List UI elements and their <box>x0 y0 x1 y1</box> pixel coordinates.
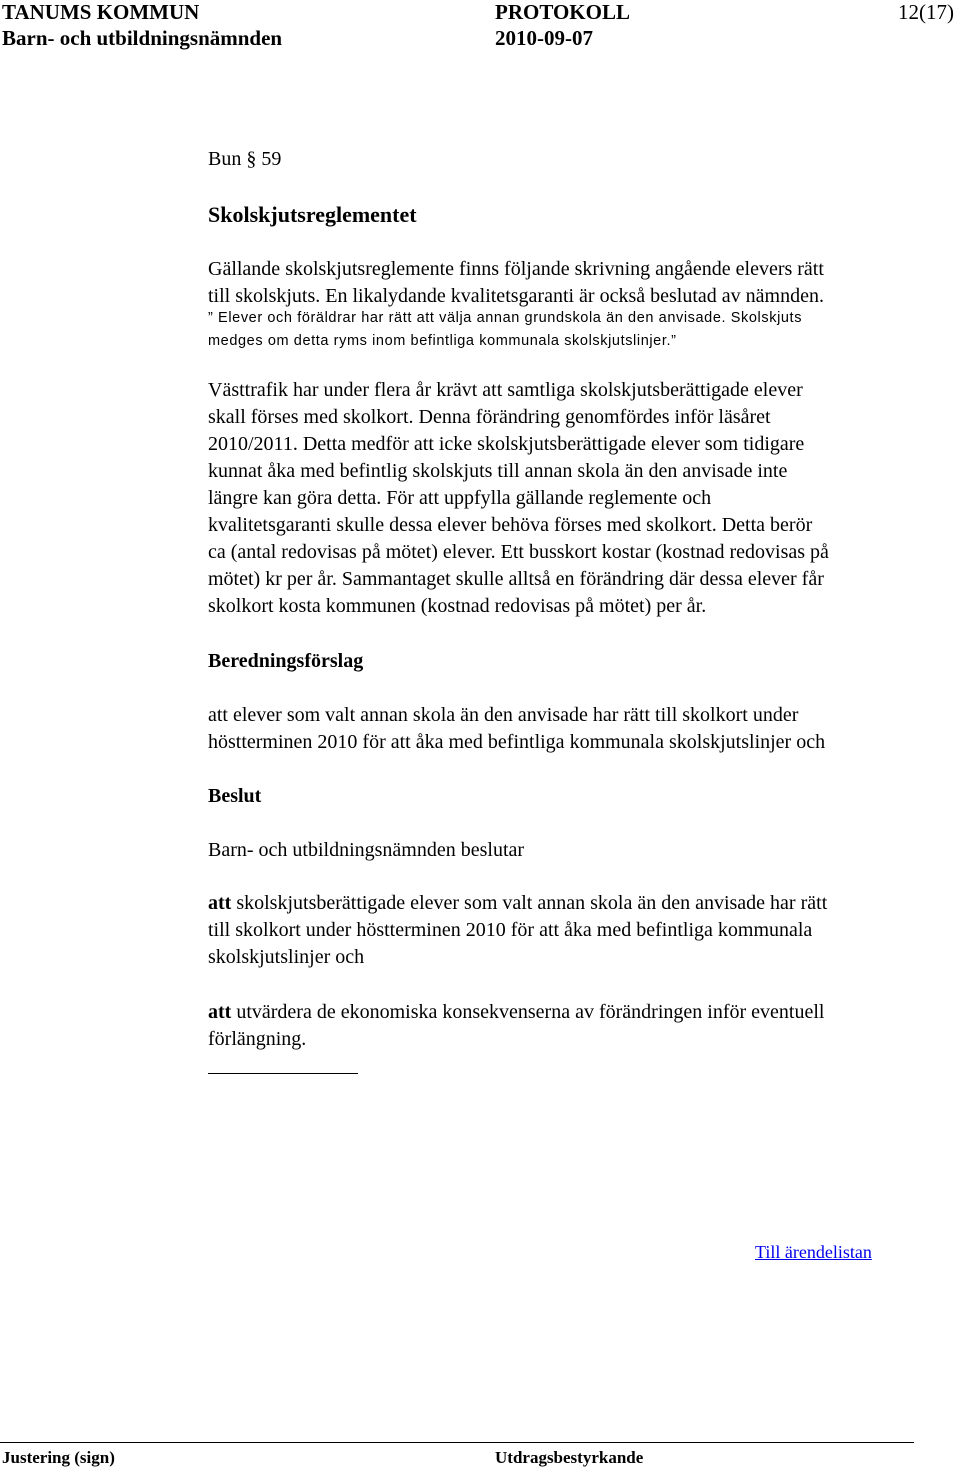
body-line-1: Västtrafik har under flera år krävt att samtliga skolskjutsberättigade elever <box>208 379 803 401</box>
body-line-7: ca (antal redovisas på mötet) elever. Ett busskort kostar (kostnad redovisas på <box>208 541 829 563</box>
proposal-heading: Beredningsförslag <box>208 650 364 672</box>
footer-justering: Justering (sign) <box>2 1448 115 1467</box>
header-committee: Barn- och utbildningsnämnden <box>2 26 283 50</box>
section-number: Bun § 59 <box>208 148 282 170</box>
decision-item-1-text: skolskjutsberättigade elever som valt annan skola än den anvisade har rätt <box>231 892 828 914</box>
decision-item-2-line-1 <box>208 999 824 1026</box>
decision-item-1-line-3: skolskjutslinjer och <box>208 946 365 968</box>
intro-quote-line-1: ” Elever och föräldrar har rätt att välja annan grundskola än den anvisade. Skolskjuts <box>208 310 803 326</box>
body-line-9: skolkort kosta kommunen (kostnad redovisas på mötet) per år. <box>208 595 707 617</box>
body-line-6: kvalitetsgaranti skulle dessa elever behöva förses med skolkort. Detta berör <box>208 514 813 536</box>
footer-utdragsbestyrkande: Utdragsbestyrkande <box>495 1448 644 1467</box>
section-title: Skolskjutsreglementet <box>208 202 417 227</box>
header-page-number: 12(17) <box>898 0 954 24</box>
decision-item-1-line-2: till skolkort under höstterminen 2010 för att åka med befintliga kommunala <box>208 919 813 941</box>
proposal-line-1: att elever som valt annan skola än den anvisade har rätt till skolkort under <box>208 704 799 726</box>
header-doc-type: PROTOKOLL <box>495 0 630 24</box>
decision-item-1-line-1 <box>208 890 827 917</box>
decision-intro: Barn- och utbildningsnämnden beslutar <box>208 839 525 861</box>
body-line-3: 2010/2011. Detta medför att icke skolskjutsberättigade elever som tidigare <box>208 433 805 455</box>
intro-line-2: till skolskjuts. En likalydande kvalitetsgaranti är också beslutad av nämnden. <box>208 285 824 307</box>
separator-rule <box>208 1073 358 1074</box>
body-line-5: längre kan göra detta. För att uppfylla gällande reglemente och <box>208 487 712 509</box>
header-date: 2010-09-07 <box>495 26 593 50</box>
body-line-4: kunnat åka med befintlig skolskjuts till annan skola än den anvisade inte <box>208 460 788 482</box>
header-org: TANUMS KOMMUN <box>2 0 200 24</box>
proposal-line-2: höstterminen 2010 för att åka med befintliga kommunala skolskjutslinjer och <box>208 731 826 753</box>
intro-quote-line-2: medges om detta ryms inom befintliga kommunala skolskjutslinjer.” <box>208 333 677 349</box>
intro-line-1: Gällande skolskjutsreglemente finns följande skrivning angående elevers rätt <box>208 258 824 280</box>
decision-item-2-line-2: förlängning. <box>208 1028 307 1050</box>
att-keyword: att <box>208 892 232 914</box>
body-line-8: mötet) kr per år. Sammantaget skulle alltså en förändring där dessa elever får <box>208 568 824 590</box>
decision-item-2-text: utvärdera de ekonomiska konsekvenserna av förändringen inför eventuell <box>231 1001 825 1023</box>
footer-rule <box>0 1442 914 1443</box>
back-to-agenda-link[interactable]: Till ärendelistan <box>755 1242 872 1262</box>
att-keyword: att <box>208 1001 232 1023</box>
body-line-2: skall förses med skolkort. Denna förändring genomfördes inför läsåret <box>208 406 771 428</box>
decision-heading: Beslut <box>208 785 262 807</box>
